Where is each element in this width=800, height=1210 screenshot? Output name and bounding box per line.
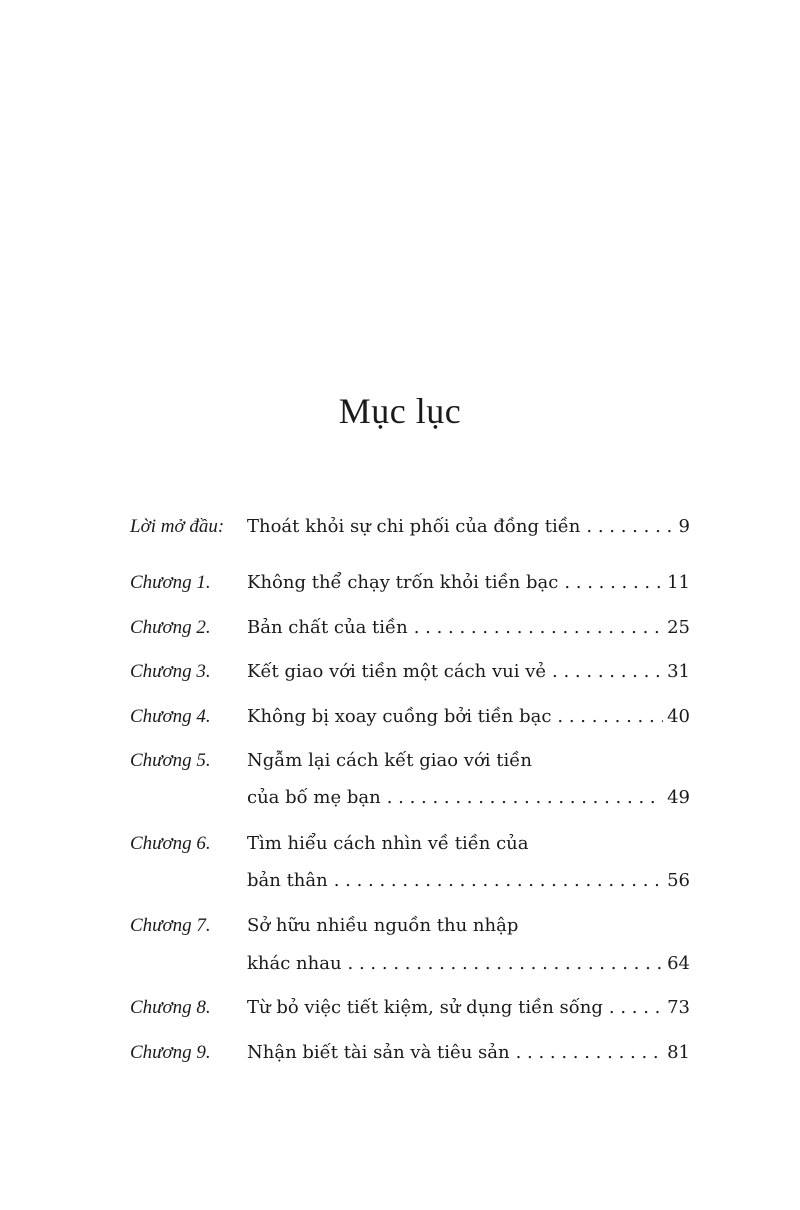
dot-leader — [414, 613, 663, 643]
toc-entry-page: 25 — [667, 617, 690, 638]
toc-entry-title: Không bị xoay cuồng bởi tiền bạc — [247, 706, 552, 727]
toc-entry-line — [247, 657, 690, 687]
toc-entry-line — [247, 512, 690, 542]
toc-entry-chapter-8[interactable] — [130, 993, 690, 1023]
toc-entry-title-continued: của bố mẹ bạn — [247, 787, 381, 808]
toc-entry-chapter-7[interactable] — [130, 911, 690, 941]
dot-leader — [552, 657, 663, 687]
toc-entry-label: Chương 5. — [130, 750, 211, 771]
toc-entry-chapter-4[interactable] — [130, 702, 690, 732]
toc-entry-label: Chương 1. — [130, 572, 211, 593]
toc-entry-line — [247, 993, 690, 1023]
toc-entry-page: 40 — [667, 706, 690, 727]
toc-entry-line — [247, 949, 690, 979]
page-title: Mục lục — [338, 391, 462, 431]
toc-entry-line — [247, 829, 690, 859]
toc-entry-page: 56 — [667, 870, 690, 891]
toc-entry-label: Chương 9. — [130, 1042, 211, 1063]
toc-entry-line — [247, 911, 690, 941]
toc-entry-title: Sở hữu nhiều nguồn thu nhập — [247, 915, 519, 936]
toc-entry-page: 11 — [667, 572, 690, 593]
toc-entry-page: 31 — [667, 661, 690, 682]
toc-entry-chapter-5-continued[interactable] — [130, 783, 690, 813]
toc-entry-chapter-2[interactable] — [130, 613, 690, 643]
toc-entry-chapter-5[interactable] — [130, 746, 690, 776]
dot-leader — [564, 568, 663, 598]
toc-entry-line — [247, 702, 690, 732]
toc-entry-line — [247, 866, 690, 896]
toc-entry-label: Chương 6. — [130, 833, 211, 854]
toc-entry-title: Ngẫm lại cách kết giao với tiền — [247, 750, 532, 771]
toc-entry-line — [247, 746, 690, 776]
toc-entry-chapter-7-continued[interactable] — [130, 949, 690, 979]
toc-entry-title: Từ bỏ việc tiết kiệm, sử dụng tiền sống — [247, 997, 603, 1018]
dot-leader — [334, 866, 663, 896]
toc-entry-chapter-6[interactable] — [130, 829, 690, 859]
toc-entry-line — [247, 568, 690, 598]
toc-entry-chapter-3[interactable] — [130, 657, 690, 687]
toc-entry-page: 49 — [667, 787, 690, 808]
toc-entry-title: Thoát khỏi sự chi phối của đồng tiền — [247, 516, 581, 537]
toc-entry-title: Nhận biết tài sản và tiêu sản — [247, 1042, 510, 1063]
toc-entry-label: Chương 2. — [130, 617, 211, 638]
toc-entry-line — [247, 783, 690, 813]
toc-entry-title-continued: bản thân — [247, 870, 328, 891]
toc-entry-label: Chương 4. — [130, 706, 211, 727]
toc-entry-page: 64 — [667, 953, 690, 974]
dot-leader — [516, 1038, 664, 1068]
dot-leader — [586, 512, 674, 542]
toc-entry-label: Lời mở đầu: — [130, 516, 225, 537]
dot-leader — [609, 993, 663, 1023]
toc-entry-title: Tìm hiểu cách nhìn về tiền của — [247, 833, 529, 854]
toc-entry-page: 9 — [678, 516, 690, 537]
toc-entry-title: Không thể chạy trốn khỏi tiền bạc — [247, 572, 559, 593]
toc-entry-preface[interactable] — [130, 512, 690, 542]
toc-entry-line — [247, 613, 690, 643]
toc-entry-label: Chương 7. — [130, 915, 211, 936]
toc-entry-page: 73 — [667, 997, 690, 1018]
toc-entry-page: 81 — [667, 1042, 690, 1063]
toc-entry-title-continued: khác nhau — [247, 953, 342, 974]
toc-entry-line — [247, 1038, 690, 1068]
toc-entry-chapter-6-continued[interactable] — [130, 866, 690, 896]
toc-entry-chapter-1[interactable] — [130, 568, 690, 598]
toc-entry-title: Bản chất của tiền — [247, 617, 408, 638]
dot-leader — [387, 783, 663, 813]
dot-leader — [348, 949, 664, 979]
toc-entry-title: Kết giao với tiền một cách vui vẻ — [247, 661, 547, 682]
toc-entry-label: Chương 8. — [130, 997, 211, 1018]
toc-entry-label: Chương 3. — [130, 661, 211, 682]
toc-entry-chapter-9[interactable] — [130, 1038, 690, 1068]
dot-leader — [557, 702, 663, 732]
